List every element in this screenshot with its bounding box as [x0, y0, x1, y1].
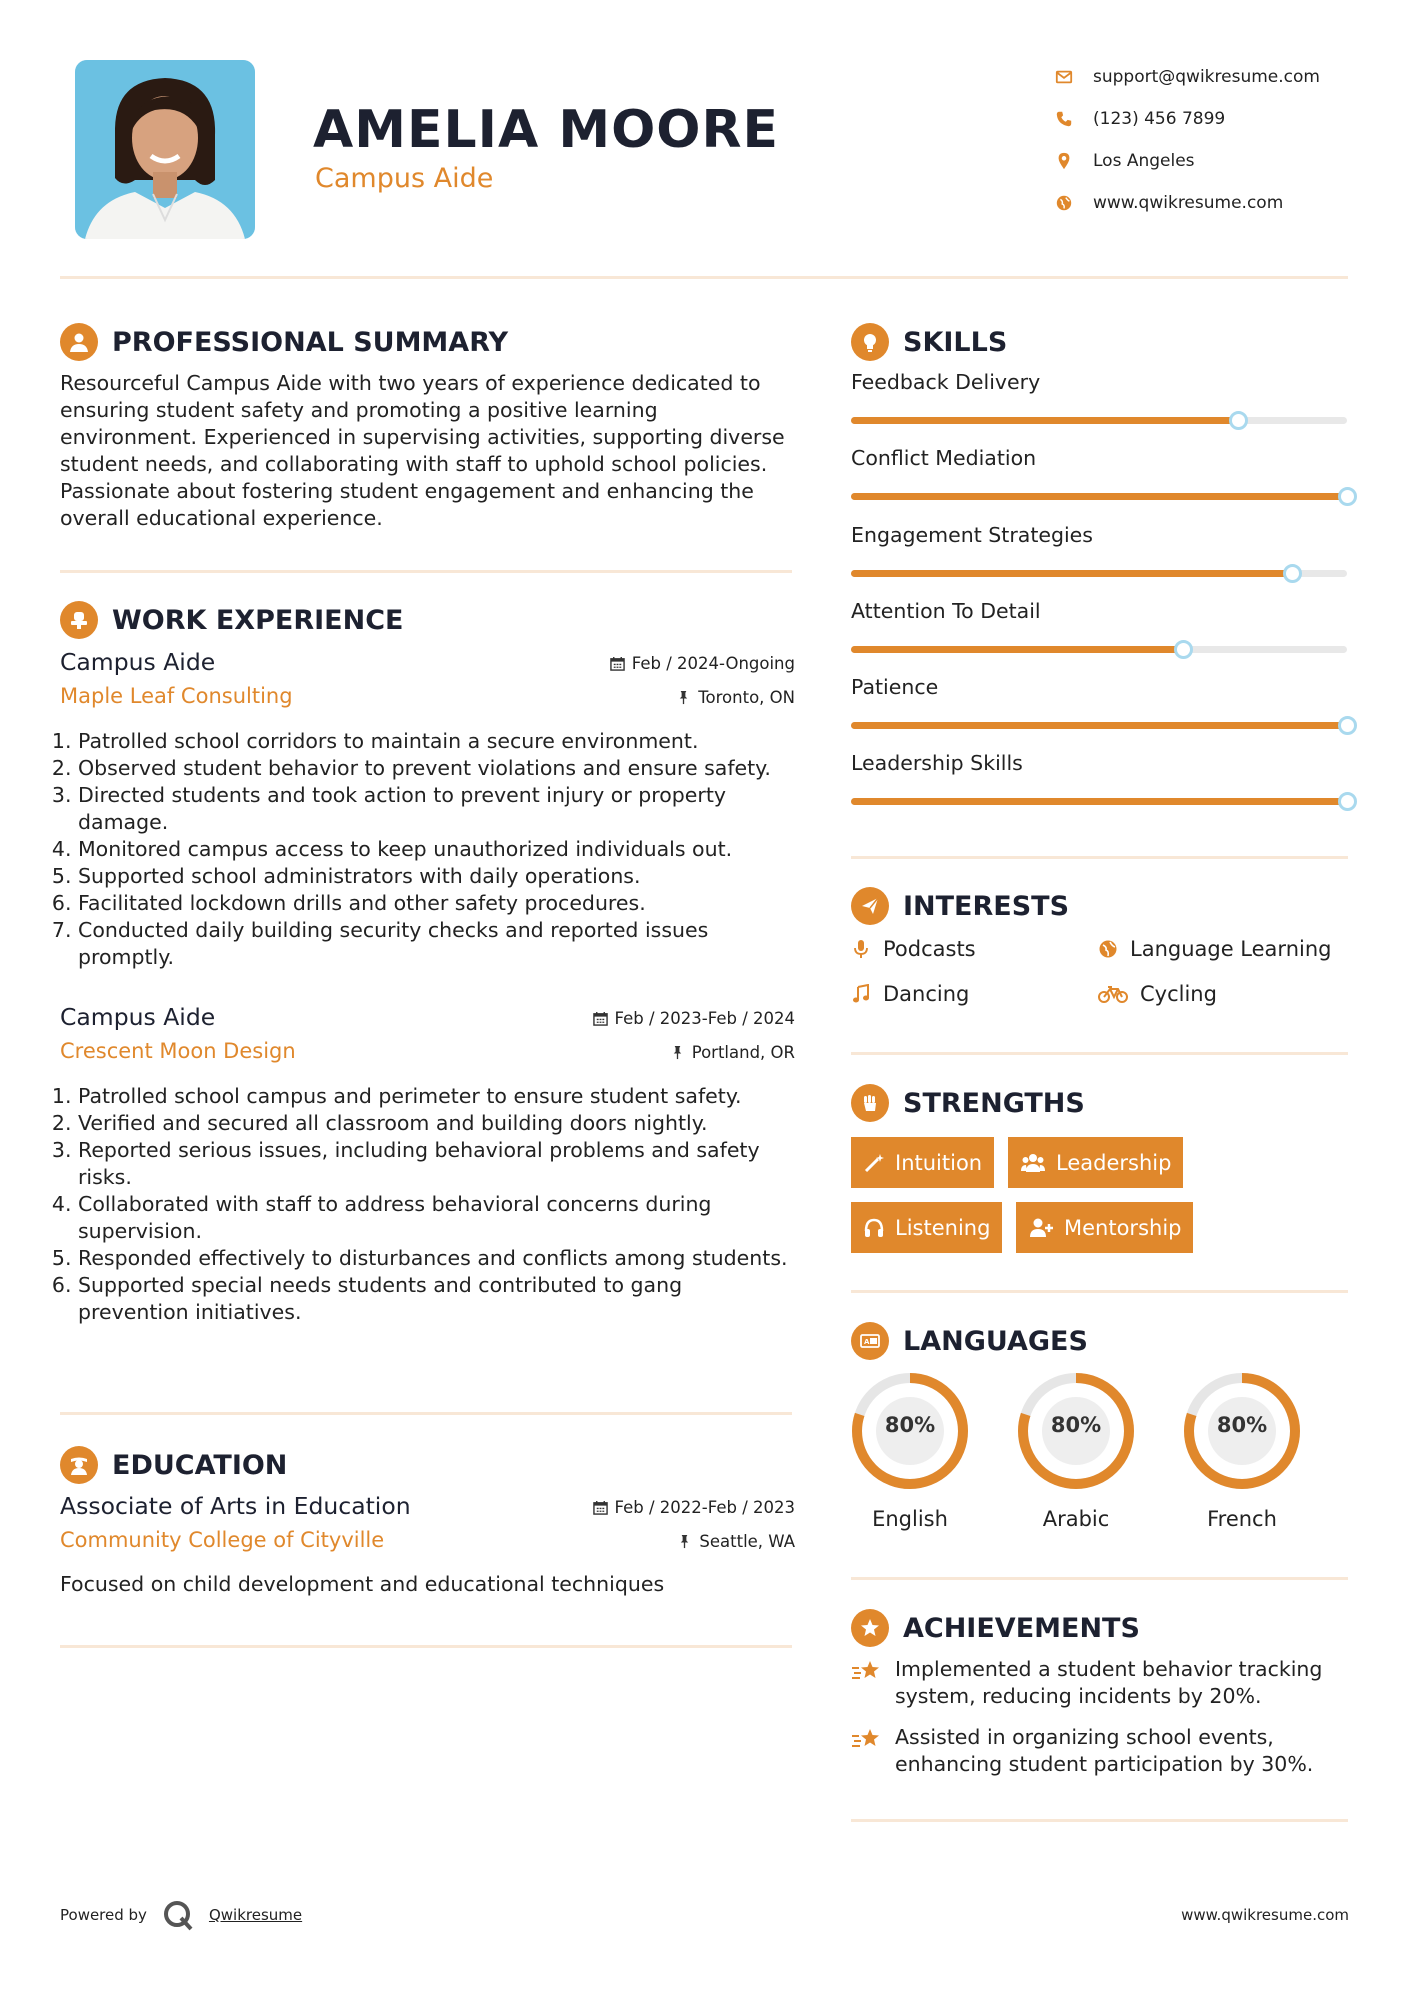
skill-knob: [1338, 716, 1357, 735]
strength-label: Listening: [895, 1215, 991, 1240]
strength-badge: [851, 1137, 994, 1188]
language-name: Arabic: [1042, 1507, 1110, 1531]
job-bullet: 4. Monitored campus access to keep unauthorized individuals out.: [78, 836, 795, 863]
languages-heading: [851, 1322, 1088, 1360]
job-date-text: Feb / 2023-Feb / 2024: [614, 1009, 795, 1028]
job-role: Campus Aide: [60, 648, 216, 676]
header-divider: [60, 276, 1348, 279]
skill-name: Conflict Mediation: [851, 446, 1037, 471]
calendar-icon: [610, 656, 625, 671]
pushpin-icon: [670, 1045, 685, 1060]
users-icon: [1020, 1152, 1046, 1174]
globe-icon: [1098, 939, 1118, 959]
summary-text: Resourceful Campus Aide with two years of experience dedicated to ensuring student safety and promoting a positive learning environment. Experienced in supervising activities, supporting diverse student needs, and collaborating with staff to uphold school policies. Passionate about fostering student engagement and enhancing the overall educational experience.: [60, 371, 785, 530]
degree-name: Associate of Arts in Education: [60, 1492, 411, 1520]
skill-fill: [851, 722, 1347, 729]
job-bullet: 1. Patrolled school corridors to maintain a secure environment.: [78, 728, 795, 755]
interests-title: INTERESTS: [903, 890, 1070, 922]
briefcase-icon: [60, 601, 98, 639]
job-date: [593, 1009, 795, 1028]
job-bullets: [60, 1083, 795, 1326]
skill-knob: [1283, 564, 1302, 583]
education-location: [677, 1532, 795, 1551]
interest-label: Cycling: [1140, 982, 1217, 1006]
phone-icon: [1055, 110, 1073, 128]
job-bullet: 1. Patrolled school campus and perimeter to ensure student safety.: [78, 1083, 795, 1110]
education-heading: [60, 1446, 287, 1484]
calendar-icon: [593, 1011, 608, 1026]
skill-track: [851, 417, 1347, 424]
shooting-star-icon: [851, 1726, 883, 1754]
job-bullet: 2. Verified and secured all classroom and building doors nightly.: [78, 1110, 795, 1137]
lightbulb-icon: [851, 323, 889, 361]
work-divider: [60, 1412, 792, 1415]
job-location-text: Toronto, ON: [698, 688, 795, 707]
skills-heading: [851, 323, 1007, 361]
skill-track: [851, 570, 1347, 577]
summary-title: PROFESSIONAL SUMMARY: [112, 326, 509, 358]
language-item: [1180, 1369, 1304, 1531]
language-card-icon: [851, 1322, 889, 1360]
qwikresume-logo-icon: [161, 1898, 195, 1932]
achievement-text: Implemented a student behavior tracking system, reducing incidents by 20%.: [895, 1657, 1323, 1708]
skill-fill: [851, 417, 1238, 424]
language-item: [1014, 1369, 1138, 1531]
footer-powered-by: [60, 1898, 302, 1932]
strength-badge: [851, 1202, 1002, 1253]
language-percent: 80%: [884, 1413, 936, 1437]
user-plus-icon: [1028, 1217, 1054, 1239]
skill-knob: [1229, 411, 1248, 430]
education-title: EDUCATION: [112, 1449, 288, 1481]
paper-plane-icon: [851, 887, 889, 925]
skill-item: [851, 523, 1348, 599]
interests-heading: [851, 887, 1069, 925]
contact-email[interactable]: [1055, 56, 1395, 98]
summary-heading: [60, 323, 508, 361]
job-company: Crescent Moon Design: [60, 1039, 296, 1063]
contact-email-text: support@qwikresume.com: [1093, 67, 1320, 87]
job-bullet: 5. Responded effectively to disturbances and conflicts among students.: [78, 1245, 795, 1272]
achievements-title: ACHIEVEMENTS: [903, 1612, 1140, 1644]
user-icon: [60, 323, 98, 361]
contact-list: [1055, 56, 1395, 224]
skill-knob: [1338, 487, 1357, 506]
microphone-icon: [851, 939, 871, 959]
interests-divider: [851, 1052, 1348, 1055]
interest-item: [1098, 937, 1331, 961]
skill-fill: [851, 570, 1292, 577]
contact-website[interactable]: [1055, 182, 1395, 224]
achievement-text: Assisted in organizing school events, enhancing student participation by 30%.: [895, 1725, 1314, 1776]
job-date: [610, 654, 795, 673]
skill-track: [851, 493, 1347, 500]
achievement-item: [851, 1724, 1348, 1778]
candidate-name: AMELIA MOORE: [313, 100, 780, 160]
skill-track: [851, 722, 1347, 729]
school-name: Community College of Cityville: [60, 1528, 385, 1552]
skill-name: Leadership Skills: [851, 751, 1023, 776]
skill-item: [851, 446, 1348, 522]
job-bullet: 3. Reported serious issues, including behavioral problems and safety risks.: [78, 1137, 795, 1191]
interest-item: [851, 937, 976, 961]
job-bullet: 6. Supported special needs students and contributed to gang prevention initiatives.: [78, 1272, 795, 1326]
education-location-text: Seattle, WA: [699, 1532, 795, 1551]
job-entry: [60, 648, 795, 971]
skills-list: [851, 370, 1348, 828]
skill-fill: [851, 493, 1347, 500]
svg-text:A: A: [864, 1338, 870, 1346]
job-bullet: 4. Collaborated with staff to address behavioral concerns during supervision.: [78, 1191, 795, 1245]
skill-item: [851, 751, 1348, 827]
strength-label: Mentorship: [1064, 1215, 1182, 1240]
skill-name: Engagement Strategies: [851, 522, 1093, 547]
strengths-heading: [851, 1084, 1085, 1122]
interest-item: [851, 982, 969, 1006]
graduate-icon: [60, 1446, 98, 1484]
interest-item: [1098, 982, 1217, 1006]
calendar-icon: [593, 1500, 608, 1515]
education-date-text: Feb / 2022-Feb / 2023: [614, 1498, 795, 1517]
language-percent: 80%: [1050, 1413, 1102, 1437]
job-entry: [60, 1003, 795, 1326]
contact-phone-text: (123) 456 7899: [1093, 109, 1226, 129]
skill-track: [851, 646, 1347, 653]
shooting-star-icon: [851, 1658, 883, 1686]
bicycle-icon: [1098, 984, 1128, 1004]
strength-badge: [1008, 1137, 1183, 1188]
skill-knob: [1338, 792, 1357, 811]
job-location-text: Portland, OR: [691, 1043, 795, 1062]
skill-fill: [851, 646, 1183, 653]
footer-website[interactable]: www.qwikresume.com: [1181, 1906, 1349, 1924]
pushpin-icon: [677, 1534, 692, 1549]
summary-divider: [60, 570, 792, 573]
job-role: Campus Aide: [60, 1003, 216, 1031]
interest-label: Dancing: [883, 982, 970, 1006]
job-location: [670, 1043, 795, 1062]
job-bullet: 7. Conducted daily building security checks and reported issues promptly.: [78, 917, 795, 971]
candidate-title: Campus Aide: [315, 163, 494, 194]
language-item: [848, 1369, 972, 1531]
skill-name: Patience: [851, 675, 939, 700]
work-heading: [60, 601, 403, 639]
contact-location-text: Los Angeles: [1093, 151, 1195, 171]
skills-divider: [851, 856, 1348, 859]
strength-label: Leadership: [1056, 1150, 1172, 1175]
job-location: [676, 688, 795, 707]
job-bullet: 3. Directed students and took action to prevent injury or property damage.: [78, 782, 795, 836]
contact-location: [1055, 140, 1395, 182]
languages-divider: [851, 1577, 1348, 1580]
education-entry: [60, 1492, 795, 1596]
achievements-divider: [851, 1819, 1348, 1822]
contact-website-text: www.qwikresume.com: [1093, 193, 1284, 213]
envelope-icon: [1055, 68, 1073, 86]
job-bullet: 6. Facilitated lockdown drills and other safety procedures.: [78, 890, 795, 917]
job-date-text: Feb / 2024-Ongoing: [631, 654, 795, 673]
skill-track: [851, 798, 1347, 805]
languages-title: LANGUAGES: [903, 1325, 1088, 1357]
powered-by-label: Powered by: [60, 1906, 147, 1924]
language-name: French: [1207, 1507, 1277, 1531]
skill-item: [851, 370, 1348, 446]
education-date: [593, 1498, 795, 1517]
skill-name: Feedback Delivery: [851, 370, 1041, 394]
language-name: English: [872, 1507, 948, 1531]
map-pin-icon: [1055, 152, 1073, 170]
pushpin-icon: [676, 690, 691, 705]
job-bullet: 2. Observed student behavior to prevent violations and ensure safety.: [78, 755, 795, 782]
interest-label: Language Learning: [1130, 937, 1332, 961]
job-bullet: 5. Supported school administrators with daily operations.: [78, 863, 795, 890]
profile-photo: [75, 60, 255, 239]
qwikresume-link[interactable]: Qwikresume: [208, 1906, 303, 1924]
achievements-heading: [851, 1609, 1140, 1647]
music-note-icon: [851, 984, 871, 1004]
language-percent: 80%: [1216, 1413, 1268, 1437]
star-badge-icon: [851, 1609, 889, 1647]
job-company: Maple Leaf Consulting: [60, 684, 293, 708]
interest-label: Podcasts: [883, 937, 976, 961]
contact-phone[interactable]: [1055, 98, 1395, 140]
education-divider: [60, 1645, 792, 1648]
magic-wand-icon: [863, 1152, 885, 1174]
skill-item: [851, 599, 1348, 675]
work-title: WORK EXPERIENCE: [112, 604, 404, 636]
education-description: Focused on child development and educational techniques: [60, 1572, 665, 1596]
strengths-divider: [851, 1290, 1348, 1293]
skill-knob: [1174, 640, 1193, 659]
skill-fill: [851, 798, 1347, 805]
skill-item: [851, 675, 1348, 751]
fist-icon: [851, 1084, 889, 1122]
strengths-title: STRENGTHS: [903, 1087, 1085, 1119]
strength-label: Intuition: [895, 1150, 983, 1175]
skill-name: Attention To Detail: [851, 598, 1041, 623]
globe-icon: [1055, 194, 1073, 212]
achievement-item: [851, 1656, 1348, 1710]
headphones-icon: [863, 1217, 885, 1239]
skills-title: SKILLS: [903, 326, 1008, 358]
strength-badge: [1016, 1202, 1193, 1253]
job-bullets: [60, 728, 795, 971]
